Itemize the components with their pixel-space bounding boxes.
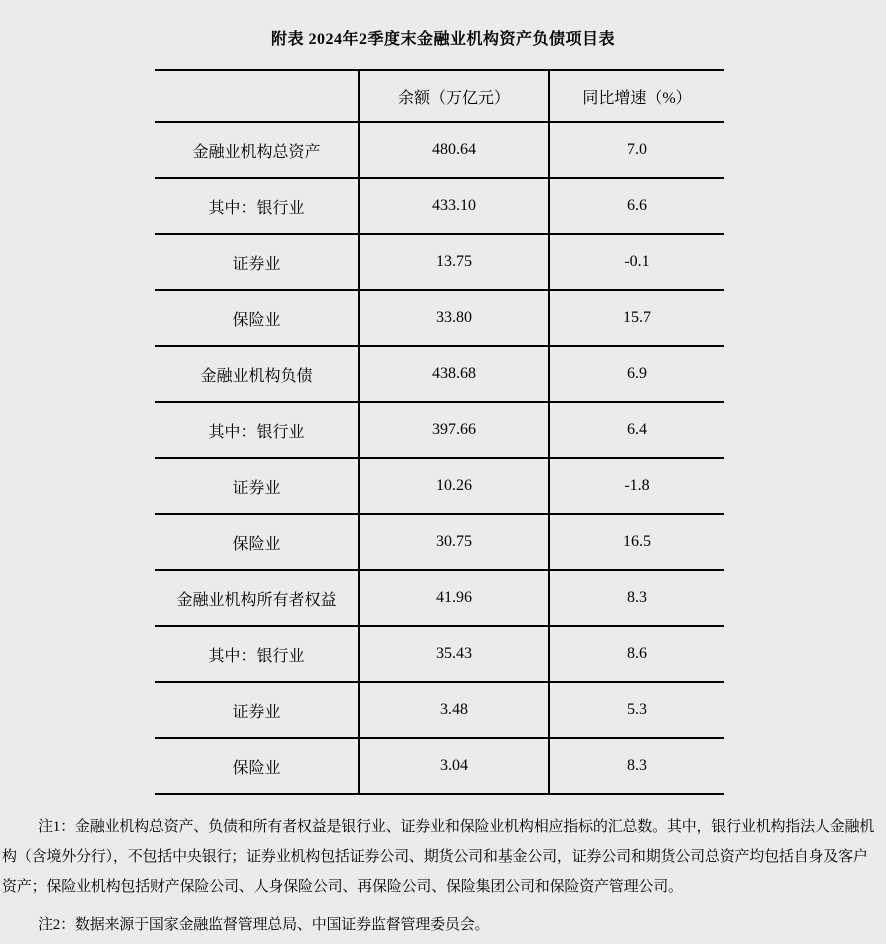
balance-value: 480.64 [359,122,549,178]
growth-value: 6.4 [549,402,724,458]
row-label: 金融业机构所有者权益 [155,570,359,626]
row-label: 其中：银行业 [155,626,359,682]
balance-value: 438.68 [359,346,549,402]
table-row [155,122,724,178]
table-row [155,346,724,402]
row-label: 其中：银行业 [155,402,359,458]
table-row [155,178,724,234]
table-row [155,738,724,794]
row-label: 金融业机构总资产 [155,122,359,178]
balance-value: 3.04 [359,738,549,794]
balance-value: 433.10 [359,178,549,234]
growth-value: 8.6 [549,626,724,682]
growth-value: 7.0 [549,122,724,178]
header-balance: 余额（万亿元） [359,70,549,122]
row-label: 保险业 [155,290,359,346]
row-label: 保险业 [155,738,359,794]
growth-value: 15.7 [549,290,724,346]
balance-value: 41.96 [359,570,549,626]
balance-value: 397.66 [359,402,549,458]
balance-sheet-table [155,69,724,795]
table-row [155,682,724,738]
table-row [155,290,724,346]
growth-value: 6.6 [549,178,724,234]
footnote-2: 注2：数据来源于国家金融监督管理总局、中国证券监督管理委员会。 [38,917,490,933]
balance-value: 35.43 [359,626,549,682]
row-label: 证券业 [155,234,359,290]
growth-value: -0.1 [549,234,724,290]
table-header-row [155,70,724,122]
balance-value: 3.48 [359,682,549,738]
row-label: 其中：银行业 [155,178,359,234]
growth-value: 5.3 [549,682,724,738]
balance-value: 33.80 [359,290,549,346]
table-row [155,514,724,570]
footnotes [2,812,882,940]
table-row [155,626,724,682]
row-label: 证券业 [155,682,359,738]
table-row [155,570,724,626]
growth-value: 6.9 [549,346,724,402]
balance-value: 30.75 [359,514,549,570]
balance-value: 10.26 [359,458,549,514]
row-label: 证券业 [155,458,359,514]
growth-value: 8.3 [549,570,724,626]
table-title: 附表 2024年2季度末金融业机构资产负债项目表 [270,31,615,48]
table-row [155,234,724,290]
row-label: 金融业机构负债 [155,346,359,402]
growth-value: 16.5 [549,514,724,570]
header-item [155,70,359,122]
table-row [155,458,724,514]
growth-value: -1.8 [549,458,724,514]
footnote-1: 注1：金融业机构总资产、负债和所有者权益是银行业、证券业和保险业机构相应指标的汇总数。其中，银行业机构指法人金融机构（含境外分行），不包括中央银行；证券业机构包括证券公司、期货公司和基金公司，证券公司和期货公司总资产均包括自身及客户资产；保险业机构包括财产保险公司、人身保险公司、再保险公司、保险集团公司和保险资产管理公司。 [2,819,875,895]
balance-value: 13.75 [359,234,549,290]
table-row [155,402,724,458]
row-label: 保险业 [155,514,359,570]
header-growth: 同比增速（%） [549,70,724,122]
growth-value: 8.3 [549,738,724,794]
